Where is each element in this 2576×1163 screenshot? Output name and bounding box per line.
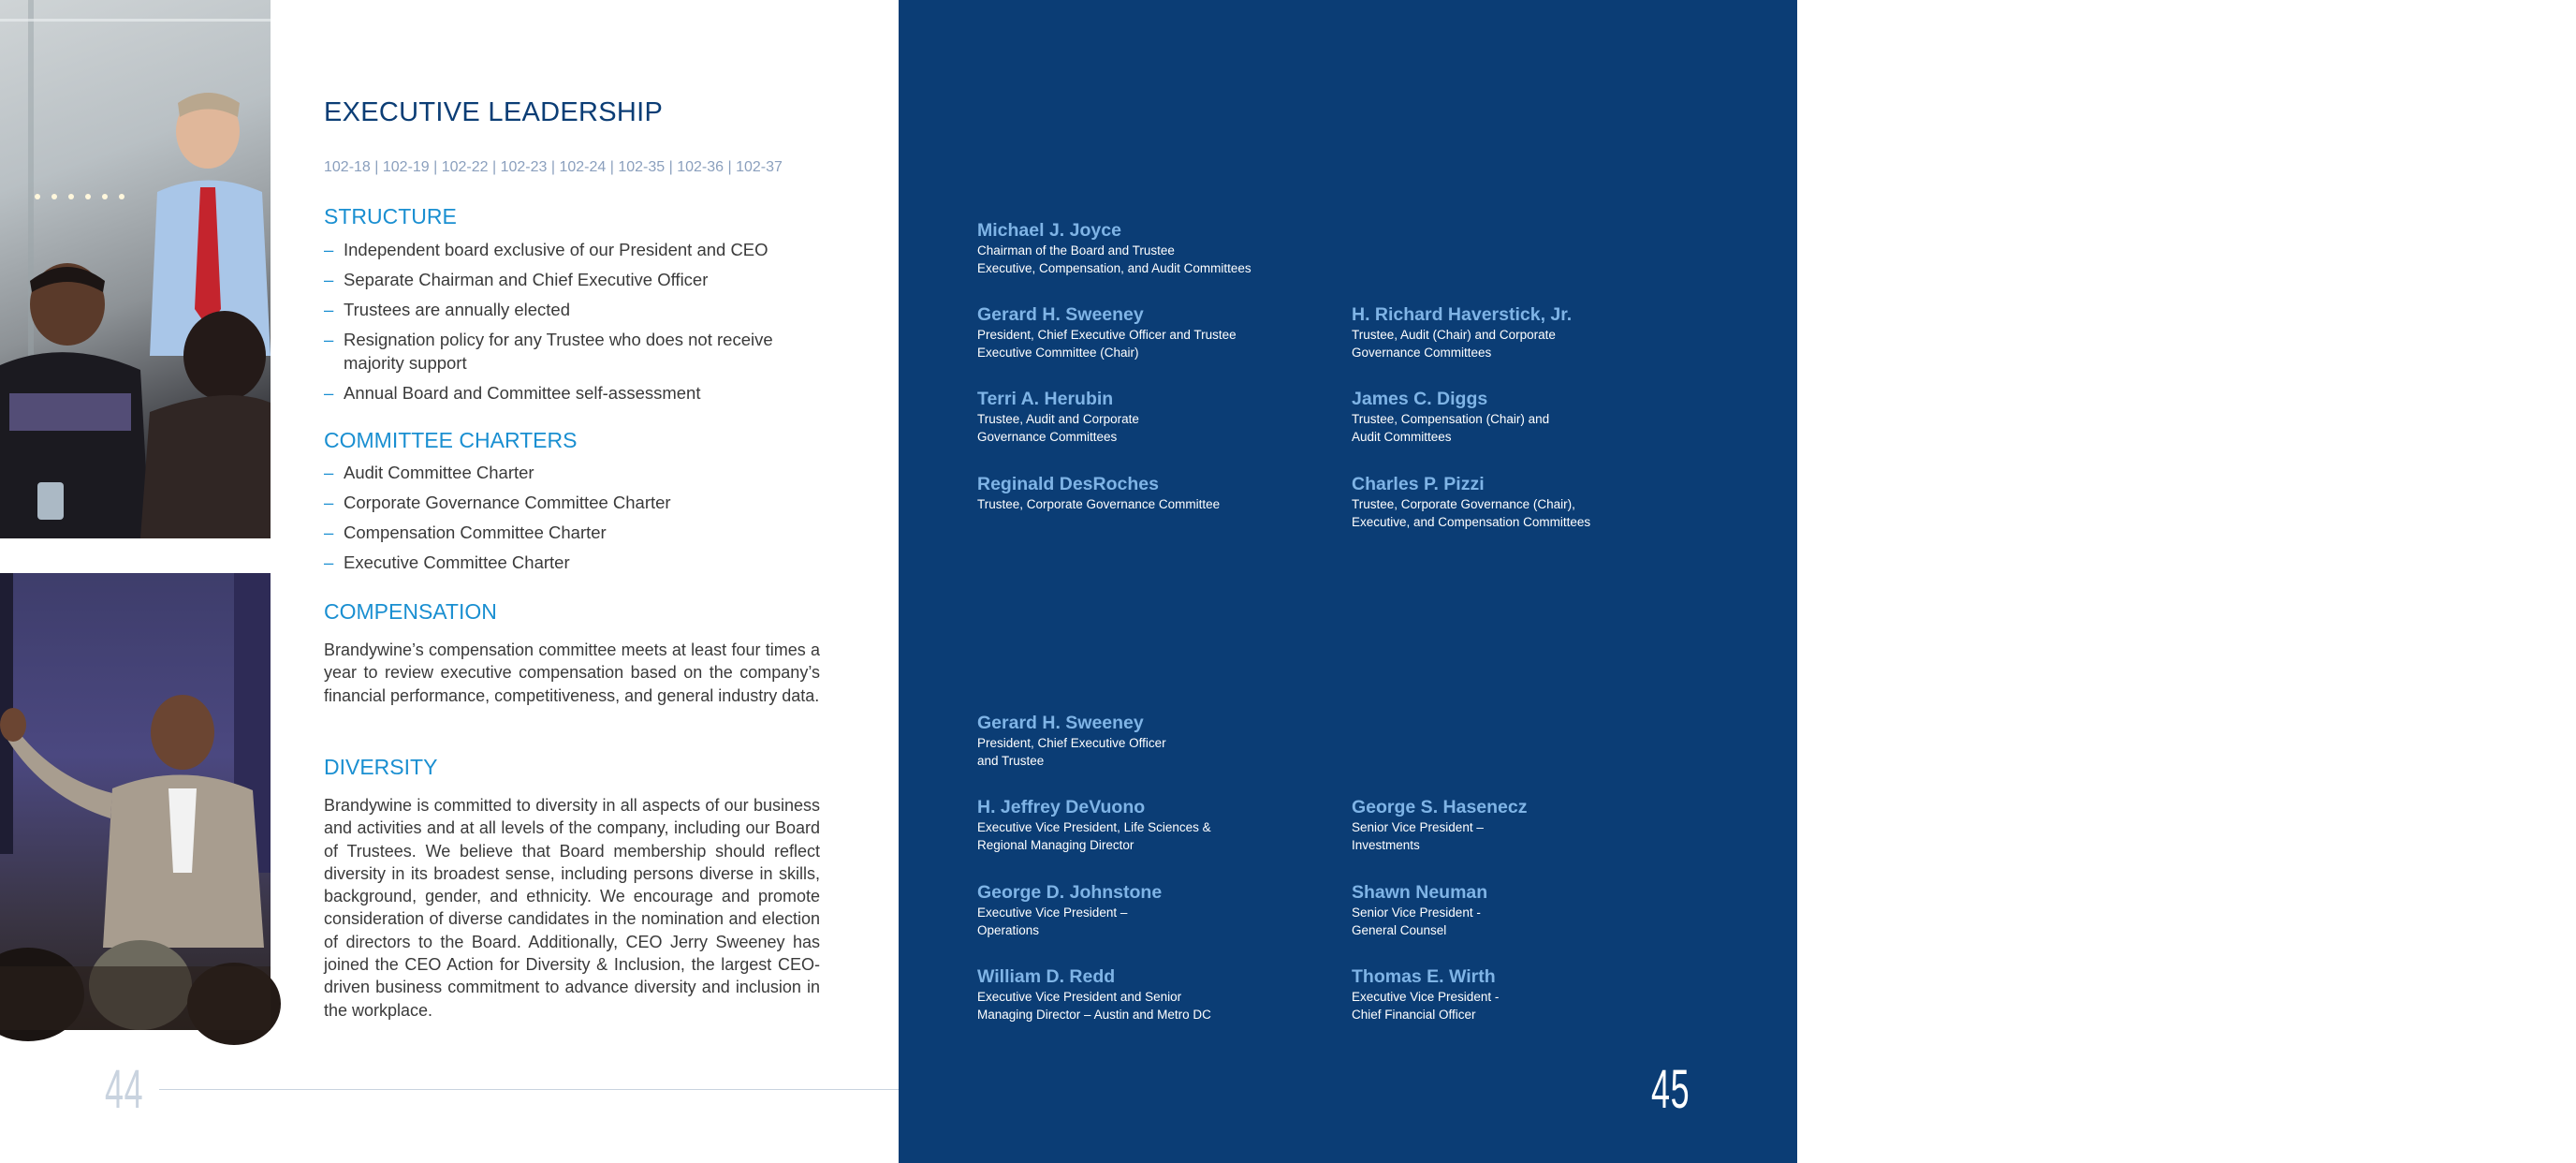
section-heading-committee-charters: COMMITTEE CHARTERS [324, 428, 578, 452]
executive-name: George D. Johnstone [977, 882, 1163, 903]
left-page [0, 0, 899, 1163]
page-number-right: 45 [1651, 1059, 1690, 1120]
executive-name: H. Jeffrey DeVuono [977, 797, 1146, 817]
trustee-role: Trustee, Audit and Corporate Governance Committees [977, 412, 1139, 444]
executive-role: Senior Vice President - General Counsel [1352, 905, 1481, 937]
dash-bullet: – [324, 552, 334, 572]
executive-name: William D. Redd [977, 966, 1116, 987]
executive-entry [1352, 881, 1707, 939]
list-item: – Audit Committee Charter [324, 463, 534, 482]
trustee-name: Gerard H. Sweeney [977, 304, 1144, 325]
executive-entry [1352, 796, 1707, 854]
trustee-name: Charles P. Pizzi [1352, 474, 1485, 494]
list-item: – Separate Chairman and Chief Executive Officer [324, 270, 709, 289]
executive-role: Executive Vice President, Life Sciences & Regional Managing Director [977, 820, 1211, 852]
dash-bullet: – [324, 270, 334, 289]
page-title: EXECUTIVE LEADERSHIP [324, 97, 664, 127]
executive-name: George S. Hasenecz [1352, 797, 1528, 817]
list-item: – Executive Committee Charter [324, 552, 570, 572]
dash-bullet: – [324, 463, 334, 482]
photo-meeting-mentorship [0, 0, 271, 538]
dash-bullet: – [324, 523, 334, 542]
executive-role: Executive Vice President - Chief Financial Officer [1352, 990, 1500, 1022]
executive-entry [977, 965, 1333, 1023]
executive-team-title: EXECUTIVE TEAM [1876, 580, 2440, 717]
trustee-entry [977, 473, 1333, 513]
trustee-entry [1352, 473, 1707, 531]
trustee-role: Trustee, Corporate Governance (Chair), Executive, and Compensation Committees [1352, 497, 1591, 529]
trustee-entry [1352, 303, 1707, 361]
trustee-name: Reginald DesRoches [977, 474, 1159, 494]
trustee-entry [977, 219, 1333, 277]
dash-bullet: – [324, 300, 334, 319]
trustee-name: Terri A. Herubin [977, 389, 1114, 409]
list-item: – Trustees are annually elected [324, 300, 571, 319]
photo-meeting-illustration [0, 0, 271, 538]
list-item: – Annual Board and Committee self-assessment [324, 383, 701, 403]
trustee-name: Michael J. Joyce [977, 220, 1121, 241]
dash-bullet: – [324, 383, 334, 403]
list-item: – Corporate Governance Committee Charter [324, 493, 671, 512]
executive-role: Executive Vice President and Senior Managing Director – Austin and Metro DC [977, 990, 1211, 1022]
trustee-role: Trustee, Compensation (Chair) and Audit Committees [1352, 412, 1550, 444]
photo-speaker-illustration [0, 573, 271, 1030]
executive-entry [1352, 965, 1707, 1023]
structure-list [324, 238, 820, 411]
photo-speaker-presentation [0, 573, 271, 1030]
section-heading-compensation: COMPENSATION [324, 599, 497, 624]
executive-name: Thomas E. Wirth [1352, 966, 1496, 987]
list-item: – Independent board exclusive of our President and CEO [324, 240, 768, 259]
page-number-left: 44 [105, 1059, 144, 1120]
right-page [899, 0, 2576, 1163]
trustee-name: H. Richard Haverstick, Jr. [1352, 304, 1573, 325]
executive-name: Gerard H. Sweeney [977, 713, 1144, 733]
charters-list [324, 461, 820, 581]
executive-role: Senior Vice President – Investments [1352, 820, 1484, 852]
trustee-entry [977, 303, 1333, 361]
executive-entry [977, 796, 1333, 854]
dash-bullet: – [324, 493, 334, 512]
executive-name: Shawn Neuman [1352, 882, 1488, 903]
dash-bullet: – [324, 240, 334, 259]
executive-role: Executive Vice President – Operations [977, 905, 1128, 937]
list-item: – Resignation policy for any Trustee who does not receive majority support [324, 330, 773, 373]
footer-rule [159, 1089, 899, 1090]
trustee-entry [1352, 388, 1707, 446]
trustee-name: James C. Diggs [1352, 389, 1488, 409]
section-heading-diversity: DIVERSITY [324, 755, 438, 779]
executive-entry [977, 881, 1333, 939]
compensation-paragraph: Brandywine’s compensation committee meets at least four times a year to review executive compensation based on the company’s financial performance, competitiveness, and general industry data. [324, 640, 820, 705]
list-item: – Compensation Committee Charter [324, 523, 607, 542]
trustee-role: Trustee, Corporate Governance Committee [977, 497, 1221, 511]
trustee-role: Chairman of the Board and Trustee Executive, Compensation, and Audit Committees [977, 243, 1251, 275]
executive-entry [977, 712, 1333, 770]
section-heading-structure: STRUCTURE [324, 204, 457, 228]
board-of-trustees-title: BOARD OF TRUSTEES [1876, 86, 2576, 224]
executive-role: President, Chief Executive Officer and Trustee [977, 736, 1166, 768]
gri-references: 102-18 | 102-19 | 102-22 | 102-23 | 102-24 | 102-35 | 102-36 | 102-37 [324, 159, 783, 175]
trustee-entry [977, 388, 1333, 446]
diversity-paragraph: Brandywine is committed to diversity in all aspects of our business and activities and at all levels of the company, including our Board of Trustees. We believe that Board membership should reflect diversity in its broadest sense, including persons diverse in skills, background, gender, and ethnicity. We encourage and promote consideration of diverse candidates in the nomination and election of directors to the Board. Additionally, CEO Jerry Sweeney has joined the CEO Action for Diversity & Inclusion, the largest CEO-driven business commitment to advance diversity and inclusion in the workplace. [324, 796, 820, 1020]
trustee-role: Trustee, Audit (Chair) and Corporate Governance Committees [1352, 328, 1556, 360]
dash-bullet: – [324, 330, 334, 349]
trustee-role: President, Chief Executive Officer and Trustee Executive Committee (Chair) [977, 328, 1237, 360]
